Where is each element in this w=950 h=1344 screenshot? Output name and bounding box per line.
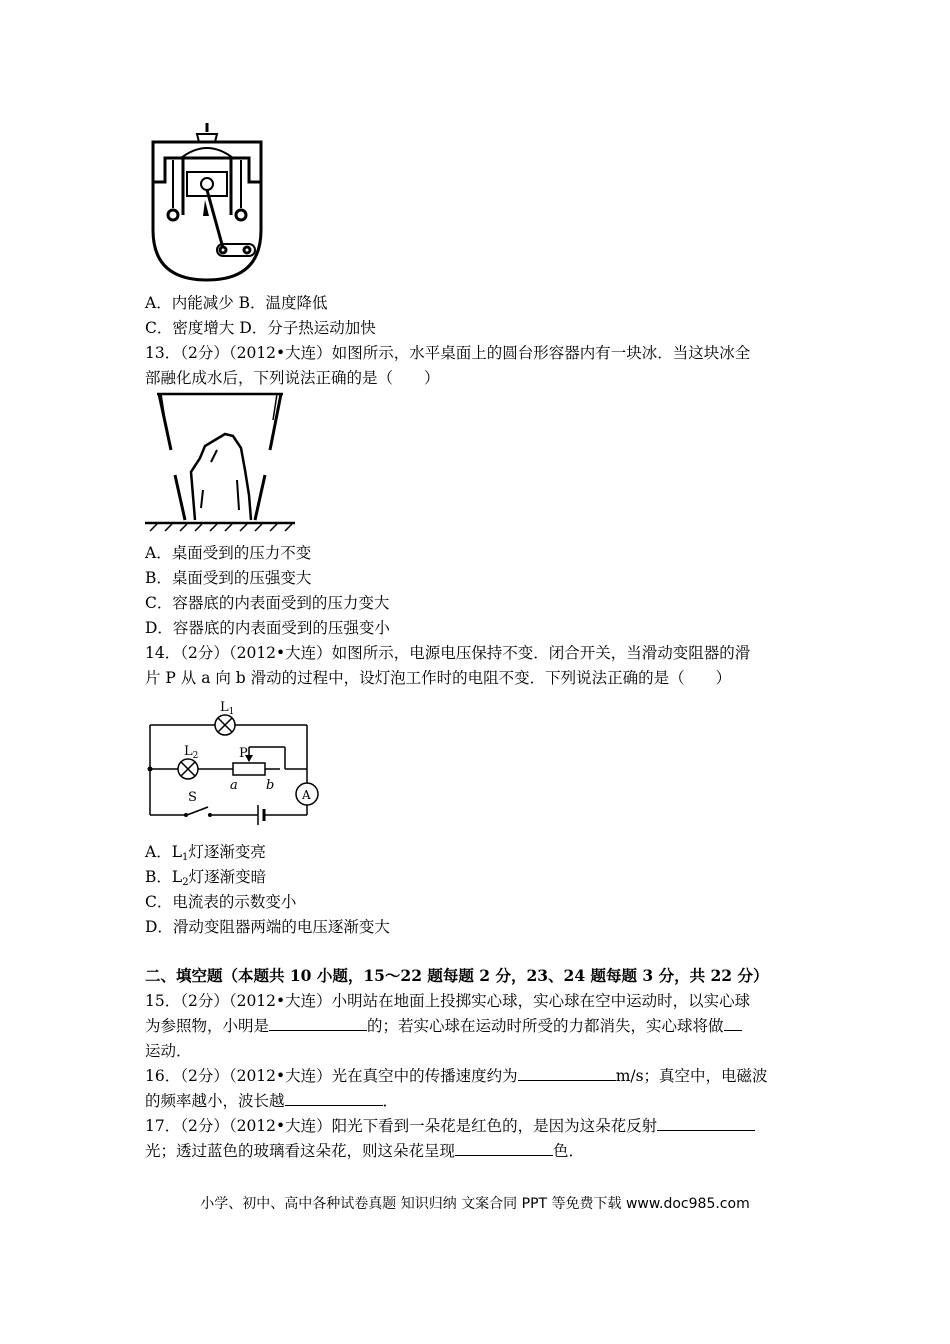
q16-text-c: 的频率越小，波长越: [145, 1092, 285, 1110]
q12-options-row2: [145, 318, 376, 338]
q16-text-d: ．: [382, 1092, 399, 1110]
q15-text-a: 为参照物，小明是: [145, 1017, 270, 1035]
q15-line2: [145, 1016, 742, 1036]
q14-option-b-sub: 2: [182, 877, 189, 888]
q15-blank-2[interactable]: [724, 1016, 742, 1031]
q16-blank-1[interactable]: [518, 1066, 616, 1081]
q15-blank-1[interactable]: [269, 1016, 367, 1031]
q13-stem-line2: [145, 368, 440, 388]
q15-text-b: 的；若实心球在运动时所受的力都消失，实心球将做: [367, 1017, 724, 1035]
q13-number: 13．: [145, 344, 181, 362]
q12-option-a-text: 内能减少: [171, 294, 234, 312]
label-b: b: [266, 778, 275, 793]
q13-meta: （2分）（2012•大连）: [180, 344, 332, 362]
q17-blank-1[interactable]: [657, 1116, 755, 1131]
section2-heading: 二、填空题（本题共 10 小题，15～22 题每题 2 分，23、24 题每题 3 分，共 22 分）: [145, 966, 769, 985]
engine-cylinder-figure: [145, 120, 270, 285]
q13-option-b: B．桌面受到的压强变大: [145, 569, 312, 587]
q14-option-c: C．电流表的示数变小: [145, 893, 297, 911]
q15-line3: 运动．: [145, 1042, 192, 1060]
q14-stem-line1: [145, 643, 750, 663]
q14-option-d: D．滑动变阻器两端的电压逐渐变大: [145, 918, 390, 936]
q13-text-1: 如图所示，水平桌面上的圆台形容器内有一块冰．当这块冰全: [331, 344, 751, 362]
q12-option-a-letter: A．: [145, 294, 172, 312]
q17-line2: [145, 1141, 584, 1161]
q12-option-d-letter: D．: [239, 319, 268, 337]
q14-option-a-prefix: A．L: [145, 843, 182, 861]
q12-options-row1: [145, 293, 328, 313]
q13-option-c: C．容器底的内表面受到的压力变大: [145, 594, 390, 612]
q14-option-a-text: 灯逐渐变亮: [188, 843, 266, 861]
q16-text-a: 16．（2分）（2012•大连）光在真空中的传播速度约为: [145, 1067, 518, 1085]
q13-option-d: D．容器底的内表面受到的压强变小: [145, 619, 390, 637]
label-l1: $L_1$: [220, 700, 235, 717]
q14-number: 14．: [145, 644, 181, 662]
q14-text-1: 如图所示，电源电压保持不变．闭合开关，当滑动变阻器的滑: [331, 644, 751, 662]
q14-text-2: 片 P 从 a 向 b 滑动的过程中，设灯泡工作时的电阻不变．下列说法正确的是（ ）: [145, 669, 732, 687]
q14-option-a: [145, 842, 266, 868]
q14-option-b-prefix: B．L: [145, 868, 183, 886]
q12-option-d-text: 分子热运动加快: [267, 319, 376, 337]
q16-line2: [145, 1091, 398, 1111]
q15-line1: 15．（2分）（2012•大连）小明站在地面上投掷实心球，实心球在空中运动时，以实心球: [145, 992, 751, 1010]
q14-meta: （2分）（2012•大连）: [180, 644, 332, 662]
q12-option-c-letter: C．: [145, 319, 173, 337]
ice-container-figure: [145, 390, 295, 535]
label-ammeter: A: [302, 788, 311, 802]
q16-text-b: m/s；真空中，电磁波: [615, 1067, 768, 1085]
q12-option-c-text: 密度增大: [172, 319, 235, 337]
q14-stem-line2: [145, 668, 731, 688]
q13-stem-line1: [145, 343, 750, 363]
label-p: P: [239, 746, 248, 761]
q17-line1: [145, 1116, 755, 1136]
q17-text-b: 光；透过蓝色的玻璃看这朵花，则这朵花呈现: [145, 1142, 456, 1160]
q12-option-b-text: 温度降低: [265, 294, 328, 312]
q16-blank-2[interactable]: [285, 1091, 383, 1106]
page-footer: 小学、初中、高中各种试卷真题 知识归纳 文案合同 PPT 等免费下载 www.doc985.com: [200, 1196, 750, 1212]
q17-text-a: 17．（2分）（2012•大连）阳光下看到一朵花是红色的，是因为这朵花反射: [145, 1117, 658, 1135]
q13-text-2: 部融化成水后，下列说法正确的是（ ）: [145, 369, 440, 387]
q17-blank-2[interactable]: [455, 1141, 553, 1156]
q13-option-a: A．桌面受到的压力不变: [145, 544, 312, 562]
label-s: S: [188, 790, 197, 805]
label-a: a: [230, 778, 238, 793]
q14-option-a-sub: 1: [182, 852, 189, 863]
q14-option-b-text: 灯逐渐变暗: [188, 868, 267, 886]
label-l2: $L_2$: [184, 744, 199, 761]
q17-text-c: 色．: [553, 1142, 585, 1160]
q14-option-b: [145, 867, 266, 893]
circuit-diagram-figure: [140, 693, 330, 833]
q12-option-b-letter: B．: [238, 294, 266, 312]
q16-line1: [145, 1066, 768, 1086]
